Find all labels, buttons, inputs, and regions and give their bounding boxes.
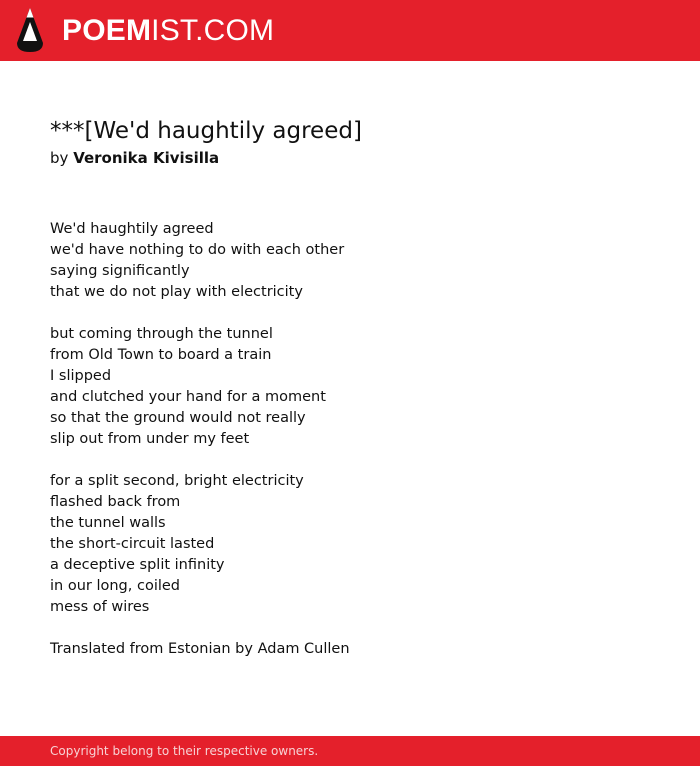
copyright-text: Copyright belong to their respective owners. xyxy=(50,744,319,758)
poem-line: We'd haughtily agreed xyxy=(50,221,214,237)
translation-note: Translated from Estonian by Adam Cullen xyxy=(50,641,350,657)
poem-line: saying significantly xyxy=(50,263,190,279)
poem-line: flashed back from xyxy=(50,494,181,510)
logo-text-light: IST.COM xyxy=(151,13,275,47)
poem-line: but coming through the tunnel xyxy=(50,326,273,342)
poem-title: ***[We'd haughtily agreed] xyxy=(50,118,362,144)
poem-line: the short-circuit lasted xyxy=(50,536,215,552)
poem-line: mess of wires xyxy=(50,599,150,615)
author-link[interactable]: Veronika Kivisilla xyxy=(73,149,220,167)
poem-line: in our long, coiled xyxy=(50,578,180,594)
logo-text-bold: POEM xyxy=(62,13,152,47)
by-label: by xyxy=(50,149,69,167)
poem-line: we'd have nothing to do with each other xyxy=(50,242,345,258)
stanza-2 xyxy=(50,324,670,450)
poem-line: so that the ground would not really xyxy=(50,410,306,426)
site-header xyxy=(0,0,700,61)
stanza-3 xyxy=(50,471,670,618)
stanza-1 xyxy=(50,219,670,303)
poem-line: a deceptive split infinity xyxy=(50,557,225,573)
site-footer xyxy=(0,736,700,766)
site-logo-text xyxy=(62,13,275,47)
poem-line: for a split second, bright electricity xyxy=(50,473,304,489)
poem-body xyxy=(50,219,670,660)
poem-line: slip out from under my feet xyxy=(50,431,250,447)
poem-line: from Old Town to board a train xyxy=(50,347,272,363)
poem-line: I slipped xyxy=(50,368,112,384)
pencil-tip-icon xyxy=(17,8,43,52)
poem-line: the tunnel walls xyxy=(50,515,166,531)
poem-byline xyxy=(50,148,670,168)
poem-content xyxy=(50,116,670,660)
poem-line: that we do not play with electricity xyxy=(50,284,303,300)
poem-line: and clutched your hand for a moment xyxy=(50,389,326,405)
site-logo-link[interactable] xyxy=(17,8,274,52)
